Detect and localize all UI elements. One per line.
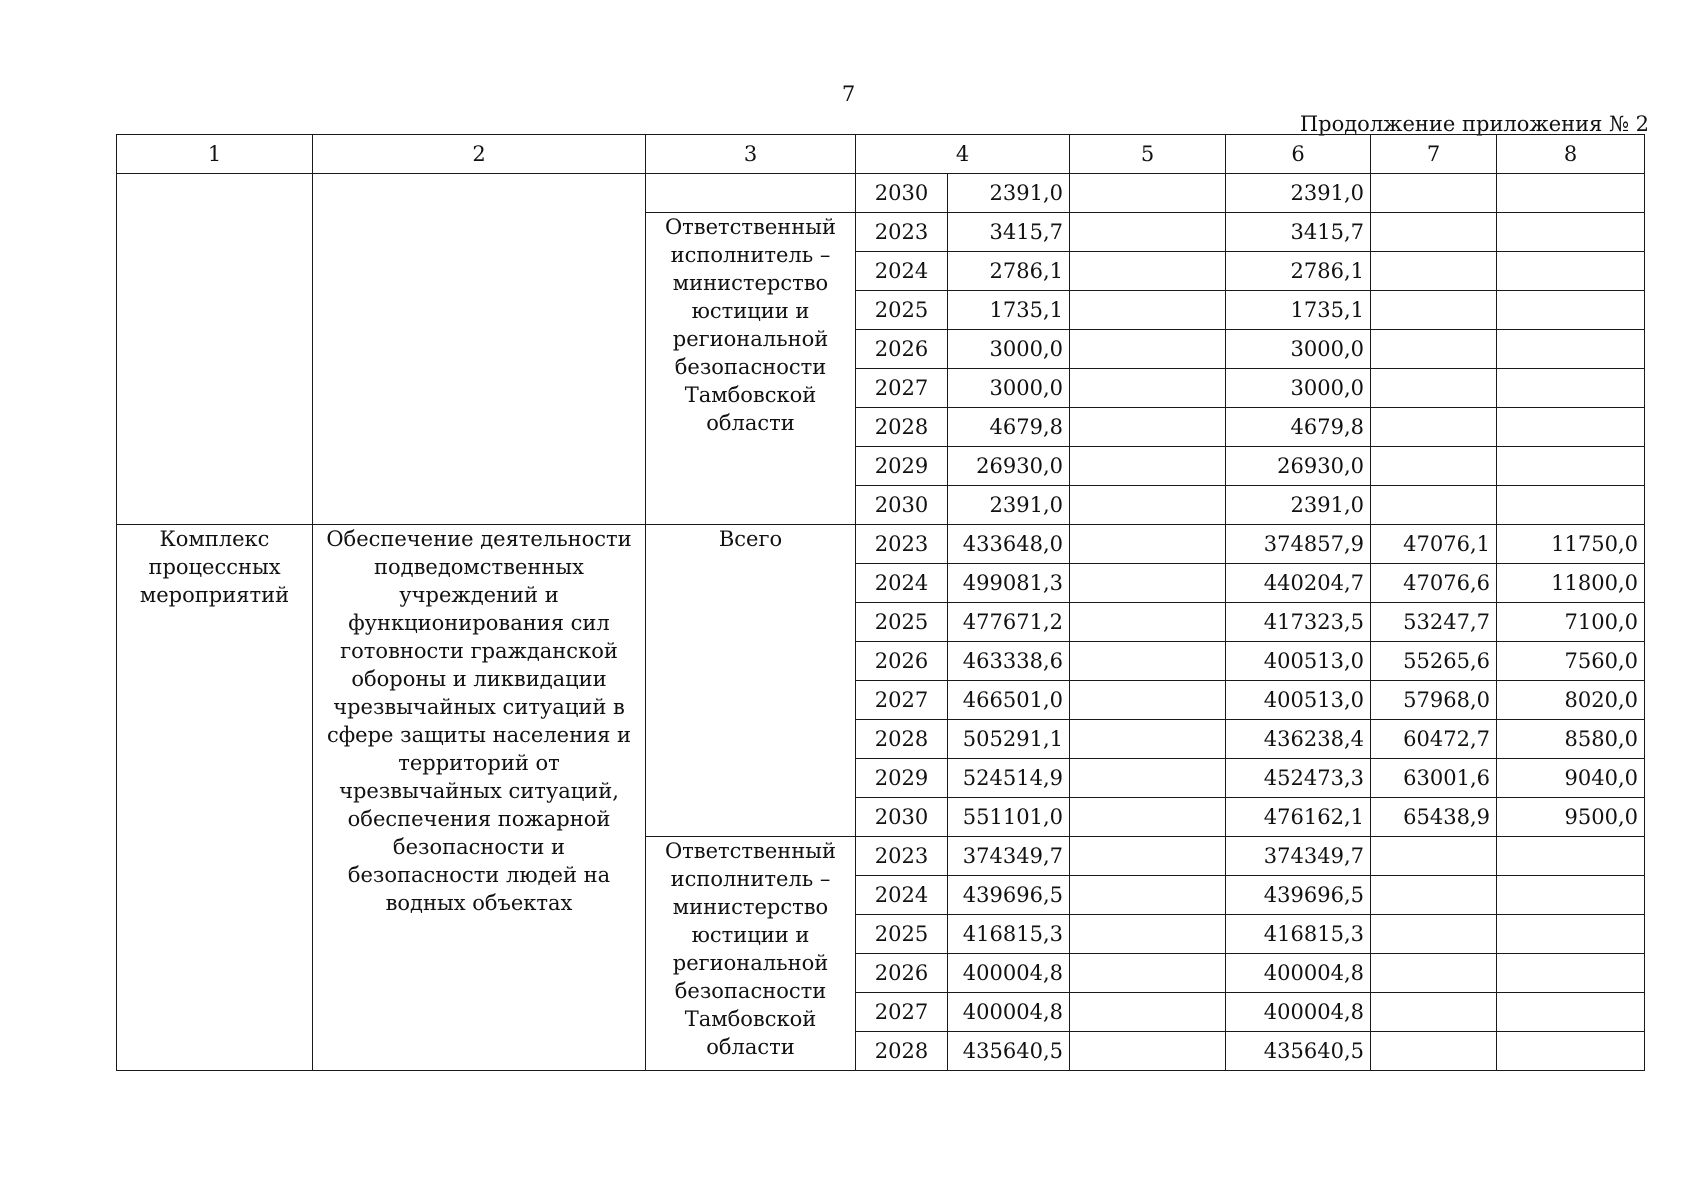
col8-amount-cell: 7560,0 bbox=[1497, 642, 1645, 681]
col8-amount-cell: 9040,0 bbox=[1497, 759, 1645, 798]
col8-amount-cell bbox=[1497, 1032, 1645, 1071]
col7-amount-cell bbox=[1371, 1032, 1497, 1071]
total-amount-cell: 524514,9 bbox=[948, 759, 1070, 798]
col8-amount-cell bbox=[1497, 915, 1645, 954]
year-cell: 2027 bbox=[856, 369, 948, 408]
col8-amount-cell: 7100,0 bbox=[1497, 603, 1645, 642]
col5-cell bbox=[1070, 408, 1226, 447]
col8-amount-cell bbox=[1497, 486, 1645, 525]
budget-table bbox=[116, 134, 1645, 1071]
total-label-cell: Всего bbox=[646, 525, 856, 837]
col7-amount-cell: 53247,7 bbox=[1371, 603, 1497, 642]
header-col-5: 5 bbox=[1070, 135, 1226, 174]
col7-amount-cell bbox=[1371, 954, 1497, 993]
year-cell: 2026 bbox=[856, 642, 948, 681]
col7-amount-cell bbox=[1371, 291, 1497, 330]
total-amount-cell: 400004,8 bbox=[948, 993, 1070, 1032]
col8-amount-cell bbox=[1497, 330, 1645, 369]
total-amount-cell: 2786,1 bbox=[948, 252, 1070, 291]
col8-amount-cell bbox=[1497, 174, 1645, 213]
col5-cell bbox=[1070, 486, 1226, 525]
total-amount-cell: 1735,1 bbox=[948, 291, 1070, 330]
total-amount-cell: 26930,0 bbox=[948, 447, 1070, 486]
executor-label-cell: Ответственный исполнитель – министерство юстиции и региональной безопасности Тамбовской области bbox=[646, 213, 856, 525]
col7-amount-cell bbox=[1371, 486, 1497, 525]
col5-cell bbox=[1070, 876, 1226, 915]
col8-amount-cell bbox=[1497, 369, 1645, 408]
total-amount-cell: 439696,5 bbox=[948, 876, 1070, 915]
year-cell: 2023 bbox=[856, 525, 948, 564]
year-cell: 2023 bbox=[856, 213, 948, 252]
col5-cell bbox=[1070, 174, 1226, 213]
col6-amount-cell: 1735,1 bbox=[1226, 291, 1371, 330]
header-col-2: 2 bbox=[313, 135, 646, 174]
col7-amount-cell: 65438,9 bbox=[1371, 798, 1497, 837]
executor-label-cell: Ответственный исполнитель – министерство юстиции и региональной безопасности Тамбовской области bbox=[646, 837, 856, 1071]
col8-amount-cell: 9500,0 bbox=[1497, 798, 1645, 837]
total-amount-cell: 433648,0 bbox=[948, 525, 1070, 564]
col6-amount-cell: 476162,1 bbox=[1226, 798, 1371, 837]
total-amount-cell: 466501,0 bbox=[948, 681, 1070, 720]
col5-cell bbox=[1070, 330, 1226, 369]
table-row bbox=[117, 174, 1645, 213]
year-cell: 2029 bbox=[856, 759, 948, 798]
year-cell: 2025 bbox=[856, 291, 948, 330]
col7-amount-cell: 55265,6 bbox=[1371, 642, 1497, 681]
col6-amount-cell: 3415,7 bbox=[1226, 213, 1371, 252]
activity-type-cell: Комплекс процессных мероприятий bbox=[117, 525, 313, 1071]
col6-amount-cell: 4679,8 bbox=[1226, 408, 1371, 447]
table-row bbox=[117, 525, 1645, 564]
activity-description-cell: Обеспечение деятельности подведомственных учреждений и функционирования сил готовности гражданской обороны и ликвидации чрезвычайных ситуаций в сфере защиты населения и территорий от чрезвычайных ситуаций, обеспечения пожарной безопасности и безопасности людей на водных объектах bbox=[313, 525, 646, 1071]
header-row bbox=[117, 135, 1645, 174]
col7-amount-cell: 63001,6 bbox=[1371, 759, 1497, 798]
col6-amount-cell: 374857,9 bbox=[1226, 525, 1371, 564]
year-cell: 2024 bbox=[856, 252, 948, 291]
year-cell: 2030 bbox=[856, 798, 948, 837]
col5-cell bbox=[1070, 915, 1226, 954]
total-amount-cell: 3000,0 bbox=[948, 330, 1070, 369]
col8-amount-cell: 11750,0 bbox=[1497, 525, 1645, 564]
year-cell: 2028 bbox=[856, 1032, 948, 1071]
col5-cell bbox=[1070, 642, 1226, 681]
col6-amount-cell: 400004,8 bbox=[1226, 954, 1371, 993]
col7-amount-cell bbox=[1371, 915, 1497, 954]
header-col-4: 4 bbox=[856, 135, 1070, 174]
header-col-6: 6 bbox=[1226, 135, 1371, 174]
col8-amount-cell bbox=[1497, 876, 1645, 915]
col5-cell bbox=[1070, 525, 1226, 564]
col6-amount-cell: 2786,1 bbox=[1226, 252, 1371, 291]
col7-amount-cell bbox=[1371, 993, 1497, 1032]
col8-amount-cell bbox=[1497, 213, 1645, 252]
total-amount-cell: 435640,5 bbox=[948, 1032, 1070, 1071]
col8-amount-cell bbox=[1497, 837, 1645, 876]
page-number: 7 bbox=[841, 82, 856, 106]
col6-amount-cell: 400004,8 bbox=[1226, 993, 1371, 1032]
total-amount-cell: 4679,8 bbox=[948, 408, 1070, 447]
total-amount-cell: 416815,3 bbox=[948, 915, 1070, 954]
col6-amount-cell: 416815,3 bbox=[1226, 915, 1371, 954]
col7-amount-cell: 47076,1 bbox=[1371, 525, 1497, 564]
col6-amount-cell: 3000,0 bbox=[1226, 369, 1371, 408]
appendix-continuation-label: Продолжение приложения № 2 bbox=[1299, 112, 1649, 136]
col7-amount-cell: 57968,0 bbox=[1371, 681, 1497, 720]
col6-amount-cell: 436238,4 bbox=[1226, 720, 1371, 759]
col7-amount-cell bbox=[1371, 174, 1497, 213]
col6-amount-cell: 26930,0 bbox=[1226, 447, 1371, 486]
col8-amount-cell: 8580,0 bbox=[1497, 720, 1645, 759]
total-amount-cell: 3000,0 bbox=[948, 369, 1070, 408]
col5-cell bbox=[1070, 993, 1226, 1032]
year-cell: 2026 bbox=[856, 330, 948, 369]
col6-amount-cell: 3000,0 bbox=[1226, 330, 1371, 369]
col6-amount-cell: 452473,3 bbox=[1226, 759, 1371, 798]
col5-cell bbox=[1070, 213, 1226, 252]
total-amount-cell: 2391,0 bbox=[948, 174, 1070, 213]
year-cell: 2030 bbox=[856, 486, 948, 525]
year-cell: 2028 bbox=[856, 408, 948, 447]
col7-amount-cell bbox=[1371, 330, 1497, 369]
col7-amount-cell bbox=[1371, 252, 1497, 291]
col5-cell bbox=[1070, 603, 1226, 642]
year-cell: 2027 bbox=[856, 993, 948, 1032]
year-cell: 2023 bbox=[856, 837, 948, 876]
col6-amount-cell: 439696,5 bbox=[1226, 876, 1371, 915]
col7-amount-cell bbox=[1371, 876, 1497, 915]
block1-col3-cell bbox=[646, 174, 856, 213]
col6-amount-cell: 2391,0 bbox=[1226, 486, 1371, 525]
col8-amount-cell bbox=[1497, 252, 1645, 291]
total-amount-cell: 551101,0 bbox=[948, 798, 1070, 837]
year-cell: 2027 bbox=[856, 681, 948, 720]
col8-amount-cell bbox=[1497, 447, 1645, 486]
col6-amount-cell: 400513,0 bbox=[1226, 642, 1371, 681]
col8-amount-cell bbox=[1497, 291, 1645, 330]
col6-amount-cell: 417323,5 bbox=[1226, 603, 1371, 642]
total-amount-cell: 3415,7 bbox=[948, 213, 1070, 252]
col8-amount-cell bbox=[1497, 954, 1645, 993]
col5-cell bbox=[1070, 798, 1226, 837]
col6-amount-cell: 374349,7 bbox=[1226, 837, 1371, 876]
col5-cell bbox=[1070, 681, 1226, 720]
col5-cell bbox=[1070, 837, 1226, 876]
year-cell: 2024 bbox=[856, 876, 948, 915]
col7-amount-cell: 60472,7 bbox=[1371, 720, 1497, 759]
total-amount-cell: 505291,1 bbox=[948, 720, 1070, 759]
total-amount-cell: 400004,8 bbox=[948, 954, 1070, 993]
total-amount-cell: 463338,6 bbox=[948, 642, 1070, 681]
total-amount-cell: 477671,2 bbox=[948, 603, 1070, 642]
col7-amount-cell bbox=[1371, 213, 1497, 252]
col5-cell bbox=[1070, 759, 1226, 798]
total-amount-cell: 374349,7 bbox=[948, 837, 1070, 876]
col6-amount-cell: 435640,5 bbox=[1226, 1032, 1371, 1071]
col7-amount-cell bbox=[1371, 369, 1497, 408]
col7-amount-cell bbox=[1371, 447, 1497, 486]
col5-cell bbox=[1070, 369, 1226, 408]
col5-cell bbox=[1070, 447, 1226, 486]
total-amount-cell: 2391,0 bbox=[948, 486, 1070, 525]
col6-amount-cell: 400513,0 bbox=[1226, 681, 1371, 720]
col7-amount-cell bbox=[1371, 408, 1497, 447]
header-col-8: 8 bbox=[1497, 135, 1645, 174]
col6-amount-cell: 440204,7 bbox=[1226, 564, 1371, 603]
col6-amount-cell: 2391,0 bbox=[1226, 174, 1371, 213]
col5-cell bbox=[1070, 291, 1226, 330]
year-cell: 2024 bbox=[856, 564, 948, 603]
block1-col1-cell bbox=[117, 174, 313, 525]
year-cell: 2026 bbox=[856, 954, 948, 993]
year-cell: 2028 bbox=[856, 720, 948, 759]
year-cell: 2025 bbox=[856, 915, 948, 954]
year-cell: 2030 bbox=[856, 174, 948, 213]
col7-amount-cell: 47076,6 bbox=[1371, 564, 1497, 603]
header-col-7: 7 bbox=[1371, 135, 1497, 174]
col7-amount-cell bbox=[1371, 837, 1497, 876]
header-col-1: 1 bbox=[117, 135, 313, 174]
block1-col2-cell bbox=[313, 174, 646, 525]
col5-cell bbox=[1070, 564, 1226, 603]
year-cell: 2029 bbox=[856, 447, 948, 486]
year-cell: 2025 bbox=[856, 603, 948, 642]
col5-cell bbox=[1070, 954, 1226, 993]
col5-cell bbox=[1070, 720, 1226, 759]
col8-amount-cell bbox=[1497, 993, 1645, 1032]
col8-amount-cell bbox=[1497, 408, 1645, 447]
col5-cell bbox=[1070, 252, 1226, 291]
col8-amount-cell: 11800,0 bbox=[1497, 564, 1645, 603]
total-amount-cell: 499081,3 bbox=[948, 564, 1070, 603]
header-col-3: 3 bbox=[646, 135, 856, 174]
col8-amount-cell: 8020,0 bbox=[1497, 681, 1645, 720]
col5-cell bbox=[1070, 1032, 1226, 1071]
